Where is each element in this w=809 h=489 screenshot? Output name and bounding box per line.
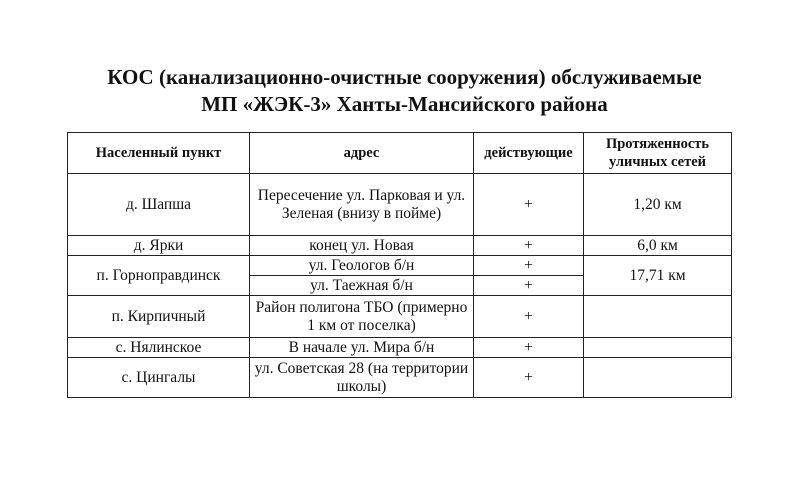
address-cell: конец ул. Новая bbox=[250, 236, 474, 256]
table-row bbox=[68, 174, 732, 236]
title-line-2: МП «ЖЭК-3» Ханты-Мансийского района bbox=[201, 92, 608, 116]
active-cell: + bbox=[474, 256, 584, 276]
settlement-cell: с. Нялинское bbox=[68, 338, 250, 358]
length-cell bbox=[584, 358, 732, 398]
header-active: действующие bbox=[474, 133, 584, 174]
header-settlement: Населенный пункт bbox=[68, 133, 250, 174]
active-cell: + bbox=[474, 276, 584, 296]
settlement-cell: д. Шапша bbox=[68, 174, 250, 236]
table-row bbox=[68, 256, 732, 276]
header-length-line-1: Протяженность bbox=[605, 136, 710, 152]
active-cell: + bbox=[474, 338, 584, 358]
address-cell: ул. Геологов б/н bbox=[250, 256, 474, 276]
header-length-line-2: уличных сетей bbox=[608, 154, 707, 170]
table-row bbox=[68, 296, 732, 338]
settlement-cell: с. Цингалы bbox=[68, 358, 250, 398]
document-title bbox=[0, 64, 809, 118]
address-cell: ул. Советская 28 (на территории школы) bbox=[250, 358, 474, 398]
address-cell: Пересечение ул. Парковая и ул. Зеленая (внизу в пойме) bbox=[250, 174, 474, 236]
table-row bbox=[68, 338, 732, 358]
length-cell: 17,71 км bbox=[584, 256, 732, 296]
length-cell: 6,0 км bbox=[584, 236, 732, 256]
active-cell: + bbox=[474, 174, 584, 236]
length-cell: 1,20 км bbox=[584, 174, 732, 236]
address-cell: ул. Таежная б/н bbox=[250, 276, 474, 296]
active-cell: + bbox=[474, 296, 584, 338]
address-cell: В начале ул. Мира б/н bbox=[250, 338, 474, 358]
settlement-cell: д. Ярки bbox=[68, 236, 250, 256]
facilities-table bbox=[67, 132, 732, 398]
length-cell bbox=[584, 296, 732, 338]
header-address: адрес bbox=[250, 133, 474, 174]
active-cell: + bbox=[474, 358, 584, 398]
title-line-1: КОС (канализационно-очистные сооружения) обслуживаемые bbox=[107, 65, 702, 89]
header-length bbox=[584, 133, 732, 174]
table-row bbox=[68, 358, 732, 398]
table-header-row bbox=[68, 133, 732, 174]
table-row bbox=[68, 236, 732, 256]
active-cell: + bbox=[474, 236, 584, 256]
length-cell bbox=[584, 338, 732, 358]
settlement-cell: п. Кирпичный bbox=[68, 296, 250, 338]
settlement-cell: п. Горноправдинск bbox=[68, 256, 250, 296]
address-cell: Район полигона ТБО (примерно 1 км от поселка) bbox=[250, 296, 474, 338]
